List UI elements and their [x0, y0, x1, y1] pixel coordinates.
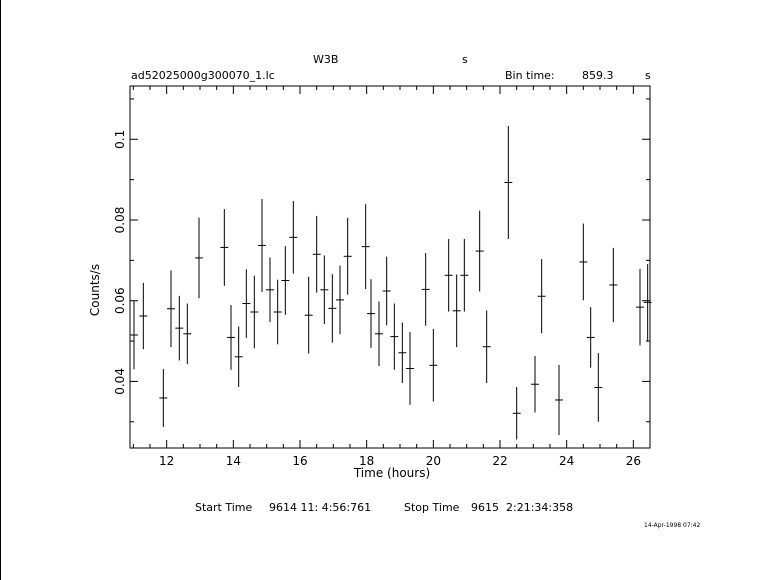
data-point — [305, 277, 313, 354]
data-point — [375, 302, 383, 367]
start-time-label: Start Time — [195, 501, 253, 514]
data-point — [281, 246, 289, 315]
data-point — [531, 356, 539, 412]
data-point — [242, 269, 250, 338]
data-point — [336, 266, 344, 335]
bin-time-label: Bin time: — [505, 69, 555, 82]
y-tick-labels — [113, 130, 127, 395]
start-time-value: 9614 11: 4:56:761 — [269, 501, 372, 514]
data-point — [250, 276, 258, 349]
data-point — [390, 304, 398, 370]
data-point — [139, 283, 147, 349]
y-tick-label: 0.04 — [113, 368, 127, 395]
data-point — [453, 274, 461, 347]
data-point — [195, 218, 203, 299]
data-point — [183, 304, 191, 365]
data-point — [504, 126, 512, 239]
x-tick-label: 22 — [492, 454, 508, 468]
data-point — [320, 255, 328, 324]
data-point — [587, 307, 595, 368]
x-tick-label: 12 — [159, 454, 175, 468]
stop-time-label: Stop Time — [404, 501, 460, 514]
data-point — [159, 369, 167, 427]
x-tick-label: 14 — [225, 454, 241, 468]
x-tick-label: 16 — [292, 454, 308, 468]
data-point — [579, 224, 587, 301]
data-point — [266, 258, 274, 323]
plot-frame — [130, 86, 650, 448]
data-point — [362, 204, 370, 289]
data-point — [313, 216, 321, 293]
data-point — [367, 279, 375, 348]
data-point — [555, 365, 563, 435]
data-point — [167, 270, 175, 347]
data-point — [130, 301, 138, 370]
x-tick-label: 18 — [359, 454, 375, 468]
data-point — [175, 296, 183, 361]
y-tick-label: 0.08 — [113, 206, 127, 234]
data-point — [483, 310, 491, 383]
data-points — [130, 126, 652, 440]
data-point — [344, 218, 352, 295]
data-point — [445, 239, 453, 312]
x-axis-label: Time (hours) — [353, 466, 431, 480]
data-point — [609, 248, 617, 322]
data-point — [429, 329, 437, 402]
data-point — [328, 274, 336, 343]
data-point — [220, 209, 228, 286]
data-point — [594, 353, 602, 422]
data-point — [406, 332, 414, 405]
object-title: W3B — [313, 53, 339, 66]
y-tick-label: 0.1 — [113, 129, 127, 149]
data-point — [227, 305, 235, 370]
data-point — [398, 322, 406, 383]
x-tick-label: 26 — [625, 454, 641, 468]
bin-time-value: 859.3 — [582, 69, 614, 82]
x-tick-label: 24 — [559, 454, 575, 468]
data-point — [636, 269, 644, 346]
data-point — [383, 257, 391, 326]
stop-time-value: 9615 2:21:34:358 — [471, 501, 574, 514]
data-point — [513, 387, 521, 439]
y-axis-label: Counts/s — [88, 263, 102, 317]
date-stamp: 14-Apr-1998 07:42 — [644, 522, 701, 529]
axis-ticks — [130, 86, 650, 448]
data-point — [235, 327, 243, 388]
bin-time-unit: s — [645, 69, 651, 82]
x-tick-label: 20 — [425, 454, 441, 468]
filename-label: ad52025000g300070_1.lc — [131, 69, 275, 82]
data-point — [538, 259, 546, 333]
data-point — [274, 280, 282, 345]
data-point — [258, 199, 266, 292]
data-point — [460, 239, 468, 312]
data-point — [422, 253, 430, 326]
data-point — [289, 201, 297, 274]
data-point — [476, 211, 484, 292]
top-unit-label: s — [462, 53, 468, 66]
y-tick-label: 0.06 — [113, 287, 127, 315]
